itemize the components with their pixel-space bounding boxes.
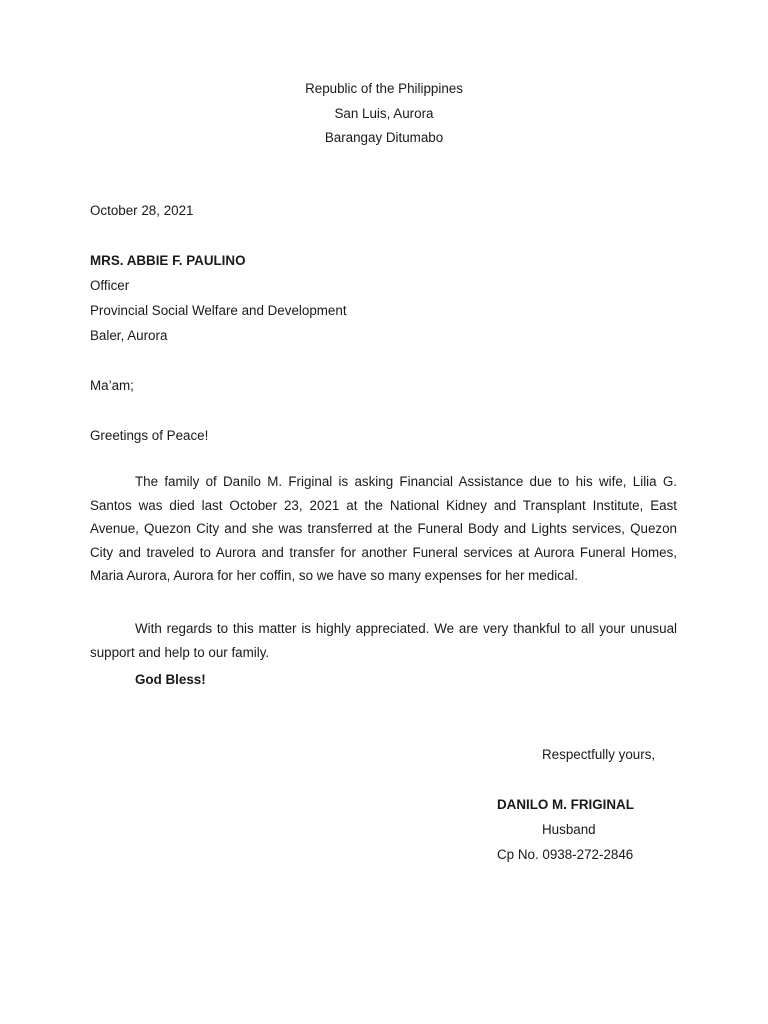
- blessing: God Bless!: [135, 672, 206, 687]
- letter-date: October 28, 2021: [90, 203, 194, 218]
- recipient-office: Provincial Social Welfare and Development: [90, 303, 347, 318]
- signer-contact: Cp No. 0938-272-2846: [497, 847, 634, 862]
- letterhead-country: Republic of the Philippines: [305, 81, 463, 96]
- letterhead-barangay: Barangay Ditumabo: [324, 130, 444, 145]
- complimentary-close: Respectfully yours,: [542, 747, 656, 762]
- body-paragraph-1: [90, 470, 677, 588]
- body-paragraph-2: [90, 617, 677, 664]
- recipient-address: Baler, Aurora: [90, 328, 168, 343]
- letterhead: [0, 77, 768, 151]
- recipient-title: Officer: [90, 278, 130, 293]
- recipient-name: MRS. ABBIE F. PAULINO: [90, 253, 246, 268]
- greeting: Greetings of Peace!: [90, 428, 209, 443]
- salutation: Ma’am;: [90, 378, 134, 393]
- body-paragraph-1-text: The family of Danilo M. Friginal is asking Financial Assistance due to his wife, Lilia G. Santos was died last October 23, 2021 at the National Kidney and Transplant Institute, East Avenue, Quezon City and she was transferred at the Funeral Body and Lights services, Quezon City and traveled to Aurora and transfer for another Funeral services at Aurora Funeral Homes, Maria Aurora, Aurora for her coffin, so we have so many expenses for her medical.: [90, 474, 677, 583]
- letterhead-municipality: San Luis, Aurora: [334, 105, 434, 121]
- signer-name: DANILO M. FRIGINAL: [497, 797, 634, 812]
- body-paragraph-2-text: With regards to this matter is highly appreciated. We are very thankful to all your unusual support and help to our family.: [90, 621, 677, 660]
- signer-relation: Husband: [542, 822, 596, 837]
